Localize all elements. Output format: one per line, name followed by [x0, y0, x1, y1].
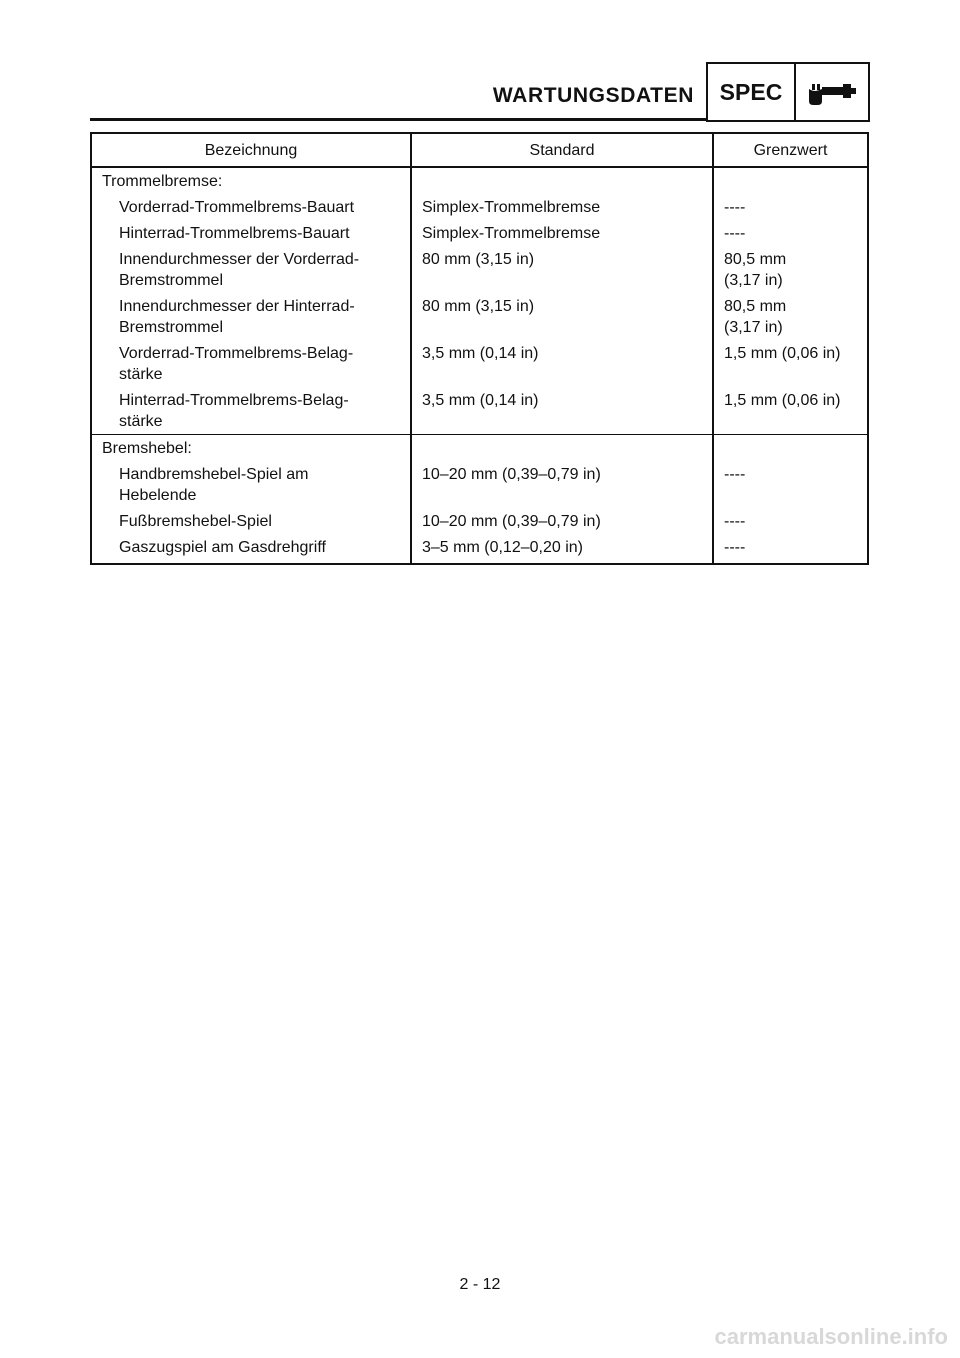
table-header-row: [91, 133, 868, 167]
item-name: Hinterrad-Trommelbrems-Belag- stärke: [119, 392, 349, 430]
item-name: Hinterrad-Trommelbrems-Bauart: [119, 225, 350, 242]
item-standard: 3–5 mm (0,12–0,20 in): [422, 539, 583, 556]
column-header: Bezeichnung: [91, 133, 411, 167]
item-standard: 3,5 mm (0,14 in): [422, 345, 539, 362]
item-name: Innendurchmesser der Hinterrad- Bremstrommel: [119, 298, 355, 336]
table-row: [91, 340, 868, 387]
section-title: Bremshebel:: [102, 440, 192, 457]
item-standard: 10–20 mm (0,39–0,79 in): [422, 466, 601, 483]
item-standard: 80 mm (3,15 in): [422, 251, 535, 268]
item-standard: Simplex-Trommelbremse: [422, 225, 601, 242]
table-row: [91, 534, 868, 564]
table-row: [91, 387, 868, 435]
spec-table: [90, 132, 869, 565]
item-standard: Simplex-Trommelbremse: [422, 199, 601, 216]
table-row: [91, 508, 868, 534]
item-limit: ----: [724, 513, 746, 530]
page-title: WARTUNGSDATEN: [492, 84, 694, 107]
item-standard: 10–20 mm (0,39–0,79 in): [422, 513, 601, 530]
spec-box: [706, 62, 870, 122]
table-row: [91, 220, 868, 246]
item-name: Vorderrad-Trommelbrems-Bauart: [119, 199, 355, 216]
watermark: carmanualsonline.info: [714, 1324, 948, 1349]
item-name: Innendurchmesser der Vorderrad- Bremstrommel: [119, 251, 360, 289]
section-header-row: [91, 167, 868, 194]
item-limit: 1,5 mm (0,06 in): [724, 345, 841, 362]
table-row: [91, 194, 868, 220]
page-number: 2 - 12: [459, 1276, 501, 1293]
table-row: [91, 293, 868, 340]
table-row: [91, 246, 868, 293]
item-limit: ----: [724, 199, 746, 216]
wrench-icon: [796, 64, 868, 120]
column-header: Grenzwert: [713, 133, 868, 167]
spec-label: SPEC: [708, 64, 796, 120]
column-header: Standard: [411, 133, 713, 167]
item-name: Fußbremshebel-Spiel: [119, 513, 272, 530]
table-body: [91, 167, 868, 564]
item-limit: 1,5 mm (0,06 in): [724, 392, 841, 409]
item-limit: 80,5 mm (3,17 in): [724, 251, 787, 289]
header-rule: [90, 118, 706, 121]
item-limit: ----: [724, 466, 746, 483]
section-header-row: [91, 435, 868, 462]
item-name: Vorderrad-Trommelbrems-Belag- stärke: [119, 345, 354, 383]
item-limit: 80,5 mm (3,17 in): [724, 298, 787, 336]
item-standard: 3,5 mm (0,14 in): [422, 392, 539, 409]
item-name: Gaszugspiel am Gasdrehgriff: [119, 539, 326, 556]
item-name: Handbremshebel-Spiel am Hebelende: [119, 466, 309, 504]
section-title: Trommelbremse:: [102, 173, 223, 190]
item-limit: ----: [724, 225, 746, 242]
table-row: [91, 461, 868, 508]
item-standard: 80 mm (3,15 in): [422, 298, 535, 315]
item-limit: ----: [724, 539, 746, 556]
